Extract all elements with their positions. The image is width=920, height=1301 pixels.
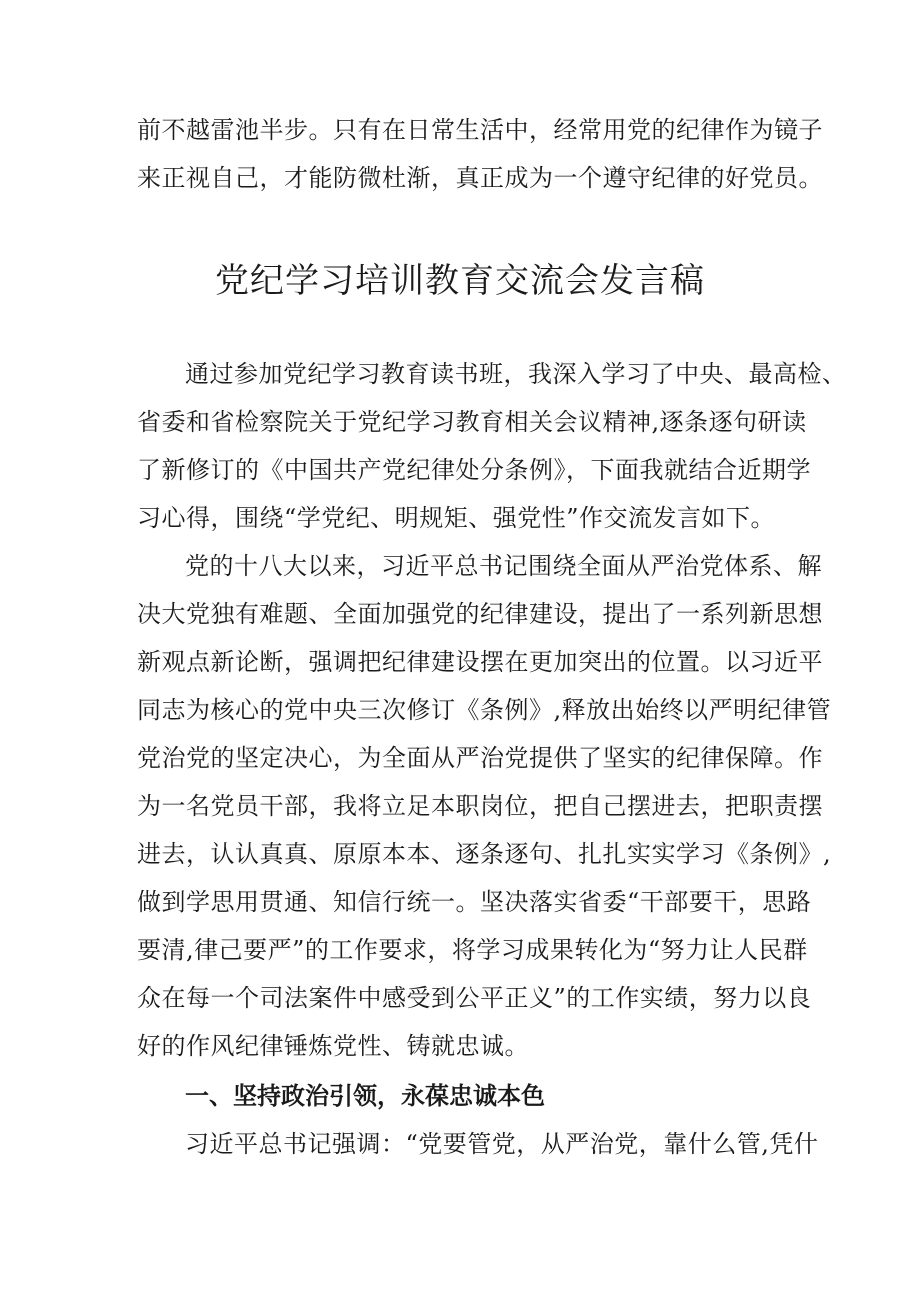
section1-heading: 一、坚持政治引领，永葆忠诚本色: [185, 1082, 545, 1110]
paragraph2-line-11: 好的作风纪律锤炼党性、铸就忠诚。: [137, 1032, 529, 1060]
intro-line-1: 前不越雷池半步。只有在日常生活中，经常用党的纪律作为镜子: [137, 116, 823, 144]
paragraph2-line-1: 党的十八大以来，习近平总书记围绕全面从严治党体系、解: [185, 552, 822, 580]
paragraph2-line-6: 为一名党员干部，我将立足本职岗位，把自己摆进去，把职责摆: [137, 792, 823, 820]
paragraph1-line-2: 省委和省检察院关于党纪学习教育相关会议精神,逐条逐句研读: [137, 408, 807, 436]
section1-line-1: 习近平总书记强调：“党要管党，从严治党，靠什么管,凭什: [185, 1130, 819, 1158]
paragraph2-line-9: 要清,律己要严”的工作要求，将学习成果转化为“努力让人民群: [137, 936, 808, 964]
paragraph1-line-4: 习心得，围绕“学党纪、明规矩、强党性”作交流发言如下。: [137, 504, 776, 532]
paragraph2-line-8: 做到学思用贯通、知信行统一。坚决落实省委“干部要干，思路: [137, 888, 812, 916]
paragraph2-line-2: 决大党独有难题、全面加强党的纪律建设，提出了一系列新思想: [137, 600, 823, 628]
paragraph1-line-1: 通过参加党纪学习教育读书班，我深入学习了中央、最高检、: [185, 360, 847, 388]
paragraph2-line-4: 同志为核心的党中央三次修订《条例》,释放出始终以严明纪律管: [137, 696, 832, 724]
paragraph2-line-3: 新观点新论断，强调把纪律建设摆在更加突出的位置。以习近平: [137, 648, 823, 676]
paragraph1-line-3: 了新修订的《中国共产党纪律处分条例》，下面我就结合近期学: [137, 456, 811, 484]
paragraph2-line-7: 进去，认认真真、原原本本、逐条逐句、扎扎实实学习《条例》,: [137, 840, 832, 868]
document-title: 党纪学习培训教育交流会发言稿: [215, 261, 705, 301]
paragraph2-line-10: 众在每一个司法案件中感受到公平正义”的工作实绩，努力以良: [137, 984, 812, 1012]
intro-line-2: 来正视自己，才能防微杜渐，真正成为一个遵守纪律的好党员。: [137, 164, 823, 192]
paragraph2-line-5: 党治党的坚定决心，为全面从严治党提供了坚实的纪律保障。作: [137, 744, 823, 772]
